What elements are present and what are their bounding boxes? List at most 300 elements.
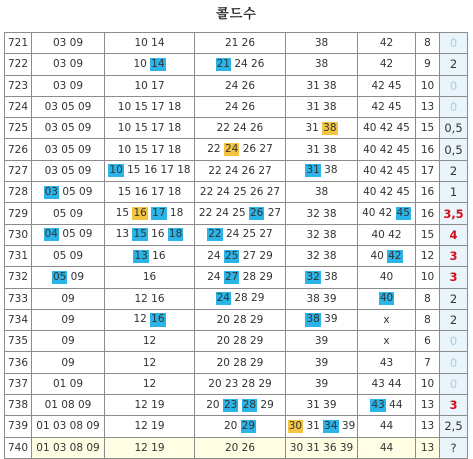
range-40-45-cell: [358, 33, 416, 54]
number-group: 31: [305, 121, 319, 134]
range-30-39-cell: [286, 267, 358, 288]
range-30-39-cell: [286, 416, 358, 437]
draw-number-cell: 731: [5, 245, 32, 266]
range-1-9-cell: [32, 224, 105, 245]
number-group: 38: [324, 164, 338, 177]
total-count-cell: 8: [416, 288, 440, 309]
total-count-cell: 13: [416, 437, 440, 458]
number-group: 39: [314, 335, 329, 348]
number-group: 24 25 27: [225, 228, 273, 241]
highlighted-number: 04: [44, 228, 58, 241]
range-20-29-cell: [195, 288, 286, 309]
number-group: 28 29: [234, 292, 265, 305]
highlighted-number: 17: [152, 206, 166, 219]
number-group: x: [383, 335, 390, 348]
number-group: 10: [133, 57, 147, 70]
draw-number-cell: 723: [5, 75, 32, 96]
total-count-cell: 10: [416, 373, 440, 394]
range-1-9-cell: [32, 54, 105, 75]
number-group: 29: [260, 398, 274, 411]
range-30-39-cell: [286, 203, 358, 224]
number-group: 40: [370, 249, 384, 262]
highlighted-number: 38: [306, 313, 320, 326]
number-group: 10 15 17 18: [117, 101, 182, 114]
total-count-cell: 16: [416, 139, 440, 160]
highlighted-number: 40: [379, 292, 394, 305]
number-group: 39: [341, 419, 356, 432]
number-group: 15 16 17 18: [127, 164, 191, 177]
number-group: 12 19: [134, 420, 165, 433]
number-group: 32 38: [306, 250, 337, 263]
number-group: 24 26: [224, 79, 256, 92]
draw-number-cell: 727: [5, 160, 32, 181]
cold-count-cell: 3: [440, 245, 468, 266]
range-10-19-cell: [105, 139, 195, 160]
draw-number-cell: 730: [5, 224, 32, 245]
total-count-cell: 15: [416, 224, 440, 245]
number-group: 09: [61, 314, 75, 326]
table-row: [5, 437, 468, 458]
highlighted-number: 25: [224, 249, 239, 262]
cold-count-cell: 0: [440, 373, 468, 394]
number-group: 10 15 17 18: [117, 143, 182, 156]
range-40-45-cell: [358, 395, 416, 416]
highlighted-number: 42: [388, 249, 402, 262]
number-group: 20 26: [224, 441, 256, 454]
highlighted-number: 34: [324, 419, 338, 432]
range-20-29-cell: [195, 118, 286, 139]
table-row: [5, 352, 468, 373]
highlighted-number: 16: [133, 206, 147, 219]
range-40-45-cell: [358, 352, 416, 373]
number-group: 10 17: [134, 79, 165, 92]
number-group: 40 42 45: [363, 122, 410, 135]
total-count-cell: 16: [416, 182, 440, 203]
cold-count-cell: 4: [440, 224, 468, 245]
range-30-39-cell: [286, 288, 358, 309]
number-group: 22 24 25 26 27: [199, 186, 281, 199]
number-group: 03 09: [52, 58, 84, 71]
highlighted-number: 16: [151, 313, 165, 326]
number-group: 42 45: [371, 101, 402, 114]
range-1-9-cell: [32, 245, 105, 266]
number-group: 26 27: [242, 143, 273, 156]
number-group: 20 23 28 29: [208, 377, 272, 390]
number-group: 44: [379, 441, 394, 454]
range-1-9-cell: [32, 352, 105, 373]
range-20-29-cell: [195, 203, 286, 224]
range-1-9-cell: [32, 139, 105, 160]
number-group: 20 28 29: [216, 314, 264, 326]
number-group: 31 38: [306, 143, 337, 156]
number-group: 40: [379, 271, 394, 284]
table-row: [5, 373, 468, 394]
highlighted-number: 21: [216, 57, 230, 70]
number-group: 22 24 26: [216, 122, 264, 135]
range-10-19-cell: [105, 54, 195, 75]
range-40-45-cell: [358, 245, 416, 266]
range-10-19-cell: [105, 203, 195, 224]
cold-count-cell: 0: [440, 75, 468, 96]
range-1-9-cell: [32, 416, 105, 437]
number-group: 09: [61, 356, 75, 369]
cold-count-cell: 2,5: [440, 416, 468, 437]
number-group: 39: [314, 377, 329, 390]
number-group: 44: [379, 420, 394, 433]
table-row: [5, 96, 468, 117]
number-group: 39: [314, 356, 329, 369]
range-30-39-cell: [286, 309, 358, 330]
highlighted-number: 18: [168, 228, 183, 241]
number-group: 43: [379, 356, 394, 369]
range-20-29-cell: [195, 160, 286, 181]
range-40-45-cell: [358, 96, 416, 117]
number-group: 42 45: [371, 79, 402, 92]
range-30-39-cell: [286, 331, 358, 352]
range-20-29-cell: [195, 245, 286, 266]
highlighted-number: 45: [396, 206, 410, 219]
cold-number-table: [4, 32, 468, 459]
total-count-cell: 12: [416, 245, 440, 266]
draw-number-cell: 726: [5, 139, 32, 160]
number-group: 31 38: [306, 101, 337, 114]
draw-number-cell: 734: [5, 309, 32, 330]
number-group: 40 42 45: [363, 186, 410, 199]
total-count-cell: 17: [416, 160, 440, 181]
range-30-39-cell: [286, 245, 358, 266]
number-group: 38: [314, 37, 329, 50]
number-group: 15 16 17 18: [117, 186, 182, 199]
range-20-29-cell: [195, 54, 286, 75]
table-row: [5, 288, 468, 309]
number-group: 43 44: [371, 377, 402, 390]
range-10-19-cell: [105, 352, 195, 373]
range-10-19-cell: [105, 331, 195, 352]
highlighted-number: 03: [44, 185, 58, 198]
range-1-9-cell: [32, 118, 105, 139]
range-40-45-cell: [358, 224, 416, 245]
range-10-19-cell: [105, 182, 195, 203]
draw-number-cell: 738: [5, 395, 32, 416]
highlighted-number: 14: [151, 57, 165, 70]
number-group: 03 09: [52, 37, 84, 50]
highlighted-number: 38: [323, 121, 337, 134]
cold-count-cell: 2: [440, 288, 468, 309]
range-20-29-cell: [195, 33, 286, 54]
highlighted-number: 24: [224, 143, 239, 156]
number-group: 32 38: [306, 207, 337, 220]
number-group: 20 28 29: [216, 356, 264, 369]
number-group: 27: [267, 206, 282, 219]
total-count-cell: 9: [416, 54, 440, 75]
highlighted-number: 32: [306, 270, 320, 283]
range-1-9-cell: [32, 96, 105, 117]
number-group: 39: [324, 313, 338, 326]
cold-count-cell: 1: [440, 182, 468, 203]
range-20-29-cell: [195, 182, 286, 203]
cold-count-cell: 3: [440, 267, 468, 288]
range-40-45-cell: [358, 54, 416, 75]
number-group: 09: [61, 335, 75, 348]
range-10-19-cell: [105, 416, 195, 437]
range-1-9-cell: [32, 203, 105, 224]
draw-number-cell: 725: [5, 118, 32, 139]
range-40-45-cell: [358, 373, 416, 394]
range-10-19-cell: [105, 373, 195, 394]
highlighted-number: 10: [109, 164, 123, 177]
highlighted-number: 26: [250, 206, 264, 219]
range-1-9-cell: [32, 373, 105, 394]
range-1-9-cell: [32, 75, 105, 96]
number-group: 12: [133, 313, 147, 326]
table-row: [5, 75, 468, 96]
number-group: 03 05 09: [44, 101, 92, 114]
range-1-9-cell: [32, 395, 105, 416]
table-row: [5, 309, 468, 330]
range-20-29-cell: [195, 416, 286, 437]
number-group: 15: [115, 206, 130, 219]
number-group: 27 29: [242, 249, 273, 262]
number-group: 09: [70, 270, 85, 283]
cold-count-cell: 0: [440, 33, 468, 54]
number-group: 24 26: [234, 57, 265, 70]
highlighted-number: 30: [288, 419, 303, 432]
cold-count-cell: 3,5: [440, 203, 468, 224]
number-group: 28 29: [242, 270, 273, 283]
total-count-cell: 8: [416, 33, 440, 54]
range-10-19-cell: [105, 118, 195, 139]
highlighted-number: 31: [306, 164, 320, 177]
table-row: [5, 54, 468, 75]
number-group: 22 24 26 27: [208, 164, 272, 177]
total-count-cell: 15: [416, 118, 440, 139]
cold-count-cell: ?: [440, 437, 468, 458]
range-1-9-cell: [32, 331, 105, 352]
number-group: 12: [142, 377, 157, 390]
number-group: 05 09: [62, 228, 93, 241]
number-group: 31: [306, 419, 320, 432]
draw-number-cell: 733: [5, 288, 32, 309]
draw-number-cell: 736: [5, 352, 32, 373]
number-group: 03 05 09: [44, 143, 92, 156]
cold-count-cell: 0,5: [440, 118, 468, 139]
number-group: 18: [169, 206, 184, 219]
range-10-19-cell: [105, 160, 195, 181]
highlighted-number: 22: [208, 228, 222, 241]
number-group: x: [383, 314, 390, 326]
number-group: 12 16: [134, 292, 165, 305]
table-row: [5, 267, 468, 288]
number-group: 40 42: [371, 228, 402, 241]
range-1-9-cell: [32, 437, 105, 458]
range-20-29-cell: [195, 75, 286, 96]
range-30-39-cell: [286, 437, 358, 458]
number-group: 22: [207, 143, 221, 156]
range-20-29-cell: [195, 139, 286, 160]
highlighted-number: 05: [52, 270, 67, 283]
number-group: 22 24 25: [198, 206, 246, 219]
range-40-45-cell: [358, 331, 416, 352]
total-count-cell: 7: [416, 352, 440, 373]
highlighted-number: 28: [242, 398, 257, 411]
number-group: 40 42: [362, 206, 393, 219]
highlighted-number: 27: [224, 270, 239, 283]
range-10-19-cell: [105, 96, 195, 117]
range-1-9-cell: [32, 309, 105, 330]
range-10-19-cell: [105, 437, 195, 458]
number-group: 32 38: [306, 228, 337, 241]
number-group: 21 26: [224, 37, 256, 50]
page-title: 콜드수: [216, 7, 257, 22]
range-20-29-cell: [195, 96, 286, 117]
table-row: [5, 33, 468, 54]
range-20-29-cell: [195, 437, 286, 458]
table-row: [5, 160, 468, 181]
range-30-39-cell: [286, 352, 358, 373]
range-30-39-cell: [286, 224, 358, 245]
number-group: 20: [206, 398, 220, 411]
draw-number-cell: 739: [5, 416, 32, 437]
cold-count-cell: 0: [440, 96, 468, 117]
highlighted-number: 24: [216, 292, 230, 305]
number-group: 01 09: [52, 377, 84, 390]
range-30-39-cell: [286, 373, 358, 394]
range-10-19-cell: [105, 288, 195, 309]
range-1-9-cell: [32, 267, 105, 288]
cold-count-cell: 2: [440, 160, 468, 181]
range-30-39-cell: [286, 96, 358, 117]
number-group: 05 09: [52, 250, 84, 263]
total-count-cell: 10: [416, 75, 440, 96]
draw-number-cell: 740: [5, 437, 32, 458]
range-40-45-cell: [358, 437, 416, 458]
range-10-19-cell: [105, 75, 195, 96]
range-40-45-cell: [358, 267, 416, 288]
number-group: 40 42 45: [363, 143, 410, 156]
number-group: 12 19: [134, 399, 165, 412]
range-20-29-cell: [195, 267, 286, 288]
cold-count-cell: 2: [440, 54, 468, 75]
table-row: [5, 203, 468, 224]
range-10-19-cell: [105, 224, 195, 245]
range-1-9-cell: [32, 33, 105, 54]
draw-number-cell: 728: [5, 182, 32, 203]
number-group: 03 05 09: [44, 164, 92, 177]
number-group: 16: [142, 271, 157, 284]
draw-number-cell: 735: [5, 331, 32, 352]
table-row: [5, 331, 468, 352]
number-group: 24 26: [224, 101, 256, 114]
draw-number-cell: 724: [5, 96, 32, 117]
total-count-cell: 13: [416, 96, 440, 117]
range-40-45-cell: [358, 75, 416, 96]
range-1-9-cell: [32, 182, 105, 203]
range-40-45-cell: [358, 182, 416, 203]
range-1-9-cell: [32, 160, 105, 181]
range-20-29-cell: [195, 309, 286, 330]
number-group: 12: [142, 356, 157, 369]
cold-count-cell: 3: [440, 395, 468, 416]
range-10-19-cell: [105, 267, 195, 288]
table-row: [5, 245, 468, 266]
highlighted-number: 13: [134, 249, 148, 262]
number-group: 05 09: [52, 207, 84, 220]
range-40-45-cell: [358, 160, 416, 181]
range-30-39-cell: [286, 75, 358, 96]
range-20-29-cell: [195, 352, 286, 373]
number-group: 01 03 08 09: [36, 441, 100, 454]
range-1-9-cell: [32, 288, 105, 309]
number-group: 24: [207, 270, 221, 283]
total-count-cell: 13: [416, 416, 440, 437]
total-count-cell: 8: [416, 309, 440, 330]
table-row: [5, 139, 468, 160]
number-group: 16: [152, 249, 166, 262]
cold-count-cell: 2: [440, 309, 468, 330]
highlighted-number: 29: [241, 419, 256, 432]
draw-number-cell: 737: [5, 373, 32, 394]
range-30-39-cell: [286, 139, 358, 160]
number-group: 44: [389, 398, 403, 411]
draw-number-cell: 722: [5, 54, 32, 75]
number-group: 12: [142, 335, 157, 348]
number-group: 38: [324, 270, 338, 283]
number-group: 42: [379, 58, 394, 71]
cold-count-cell: 0,5: [440, 139, 468, 160]
cold-count-cell: 0: [440, 331, 468, 352]
range-30-39-cell: [286, 33, 358, 54]
number-group: 13: [115, 228, 130, 241]
number-group: 10 15 17 18: [117, 122, 182, 135]
total-count-cell: 16: [416, 203, 440, 224]
number-group: 05 09: [62, 185, 93, 198]
total-count-cell: 10: [416, 267, 440, 288]
range-20-29-cell: [195, 373, 286, 394]
range-10-19-cell: [105, 33, 195, 54]
number-group: 01 03 08 09: [36, 420, 100, 433]
range-40-45-cell: [358, 309, 416, 330]
number-group: 20: [223, 419, 238, 432]
range-10-19-cell: [105, 245, 195, 266]
range-40-45-cell: [358, 416, 416, 437]
highlighted-number: 15: [133, 228, 147, 241]
number-group: 03 09: [52, 79, 84, 92]
range-10-19-cell: [105, 309, 195, 330]
range-20-29-cell: [195, 331, 286, 352]
number-group: 16: [151, 228, 165, 241]
number-group: 20 28 29: [216, 335, 264, 348]
number-group: 10 14: [134, 37, 165, 50]
number-group: 42: [379, 37, 394, 50]
draw-number-cell: 732: [5, 267, 32, 288]
range-40-45-cell: [358, 288, 416, 309]
number-group: 38: [314, 58, 329, 71]
cold-count-cell: 0: [440, 352, 468, 373]
number-group: 31 39: [306, 399, 337, 412]
table-row: [5, 416, 468, 437]
table-row: [5, 182, 468, 203]
range-30-39-cell: [286, 118, 358, 139]
range-30-39-cell: [286, 54, 358, 75]
number-group: 31 38: [306, 79, 337, 92]
draw-number-cell: 729: [5, 203, 32, 224]
number-group: 38 39: [306, 292, 337, 305]
range-40-45-cell: [358, 139, 416, 160]
total-count-cell: 13: [416, 395, 440, 416]
number-group: 38: [314, 186, 329, 199]
table-row: [5, 395, 468, 416]
range-20-29-cell: [195, 224, 286, 245]
